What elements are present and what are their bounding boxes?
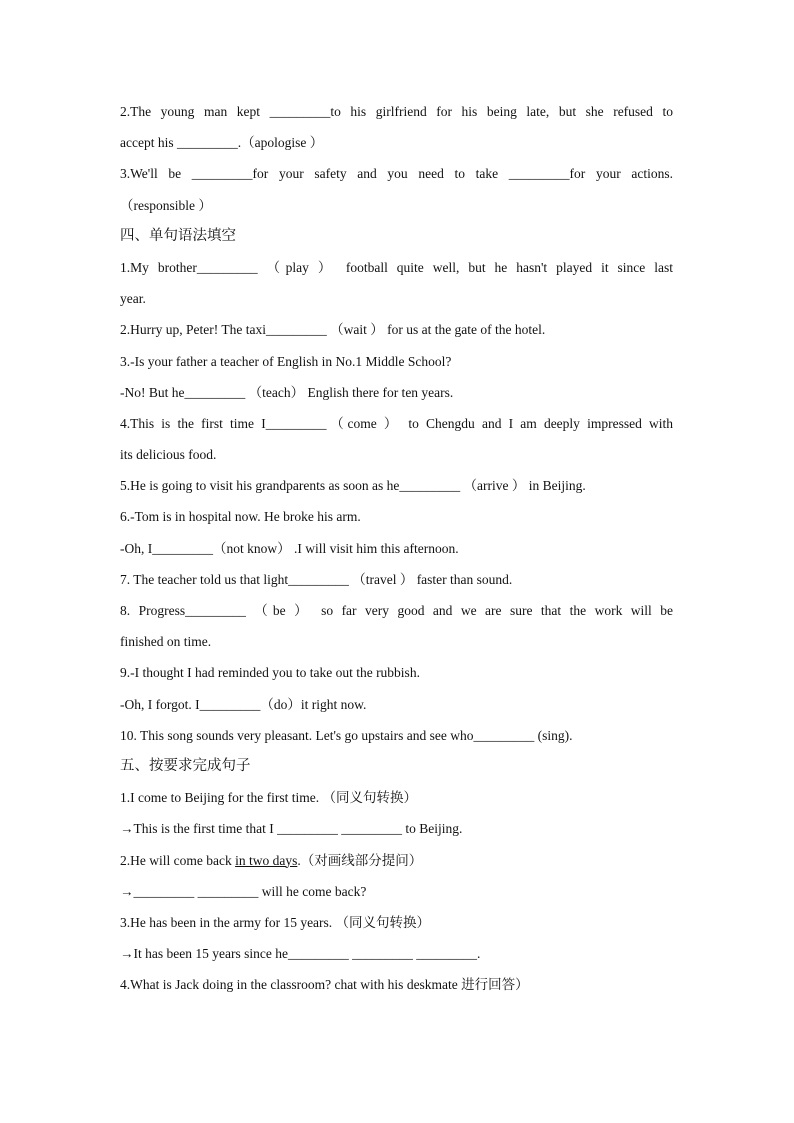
text-line: 2.The young man kept _________to his girlfriend for his being late, but she refused to: [120, 104, 673, 119]
text-line: 7. The teacher told us that light_________ （travel ） faster than sound.: [120, 571, 513, 587]
text-line: -Oh, I forgot. I_________（do）it right now.: [120, 696, 367, 712]
text-line: →_________ _________ will he come back?: [120, 883, 367, 899]
text-line: 4.This is the first time I_________（come ） to Chengdu and I am deeply impressed with: [120, 415, 673, 431]
text-line: -No! But he_________ （teach） English there for ten years.: [120, 384, 454, 400]
section-heading: 五、按要求完成句子: [120, 757, 251, 774]
text-segment: 2.He will come back: [120, 852, 236, 868]
text-line: year.: [120, 291, 146, 307]
text-line: [120, 845, 673, 876]
text-line: finished on time.: [120, 634, 212, 650]
text-line: 9.-I thought I had reminded you to take out the rubbish.: [120, 665, 420, 681]
text-line: 3.He has been in the army for 15 years. （同义句转换）: [120, 914, 431, 930]
text-line: accept his _________.（apologise ）: [120, 135, 324, 151]
text-line: 1.I come to Beijing for the first time. （同义句转换）: [120, 790, 417, 806]
text-line: 2.Hurry up, Peter! The taxi_________ （wait ） for us at the gate of the hotel.: [120, 322, 546, 338]
text-line: 3.We'll be _________for your safety and you need to take _________for your actions.: [120, 166, 673, 182]
text-line: 5.He is going to visit his grandparents as soon as he_________ （arrive ） in Beijing.: [120, 478, 586, 494]
text-line: -Oh, I_________（not know） .I will visit him this afternoon.: [120, 540, 459, 556]
section-heading: 四、单句语法填空: [120, 227, 236, 244]
text-line: 3.-Is your father a teacher of English in No.1 Middle School?: [120, 353, 452, 369]
text-line: 8. Progress_________ （be ） so far very good and we are sure that the work will be: [120, 603, 673, 618]
text-segment: .（对画线部分提问）: [297, 852, 423, 868]
text-line: 1.My brother_________ （play ） football quite well, but he hasn't played it since last: [120, 259, 673, 275]
text-line: →It has been 15 years since he_________ _________ _________.: [120, 946, 481, 962]
text-line: 4.What is Jack doing in the classroom? chat with his deskmate 进行回答）: [120, 977, 529, 993]
text-line: 6.-Tom is in hospital now. He broke his arm.: [120, 509, 361, 525]
text-line: its delicious food.: [120, 447, 217, 463]
document-body: [120, 96, 673, 1000]
text-line: 10. This song sounds very pleasant. Let's go upstairs and see who_________ (sing).: [120, 727, 573, 743]
underlined-phrase: in two days: [235, 852, 298, 868]
text-line: →This is the first time that I _________ _________ to Beijing.: [120, 821, 463, 837]
text-line: （responsible ）: [120, 197, 212, 213]
